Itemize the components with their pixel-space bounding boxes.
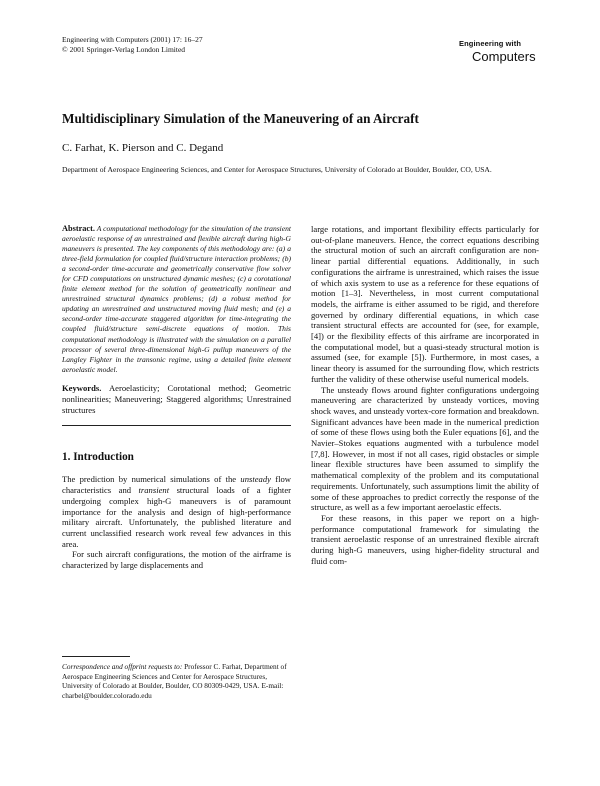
intro-paragraph-2: For such aircraft configurations, the motion of the airframe is characterized by large displacements and: [62, 549, 291, 571]
footnote-rule: [62, 656, 130, 657]
footnote-text: Professor C. Farhat, Department of Aerospace Engineering Sciences and Center for Aerospace Structures, University of Colorado at Boulder, Boulder, CO 80309-0429, USA. E-mail: charbel@boulder.colorado.edu: [62, 662, 287, 700]
article-authors: C. Farhat, K. Pierson and C. Degand: [62, 142, 224, 154]
right-paragraph-1: large rotations, and important flexibility effects particularly for out-of-plane maneuvers. Hence, the correct equations describing the structural motion of such an aircraft configuration are non-linear partial differential equations. Additionally, in such configurations the airframe is unrestrained, which raises the issue of which axis system to use as a reference for these equations of motion [1–3]. Nevertheless, in most current computational models, the airframe is either assumed to be rigid, and therefore governed by ordinary differential equations, in which case transient structural effects are accounted for (see, for example, [4]) or the flexibility effects of this airframe are incorporated in the computational model, but a quasi-steady structural motion is assumed (see, for example [5]). Furthermore, in most cases, a linear theory is assumed for the surrounding flow, which restricts further the validity of these otherwise useful numerical models.: [311, 224, 539, 384]
journal-citation: [62, 35, 203, 54]
intro-p1-emphasis-transient: transient: [138, 485, 170, 496]
journal-line-2: © 2001 Springer-Verlag London Limited: [62, 44, 186, 54]
right-paragraph-2: The unsteady flows around fighter configurations undergoing maneuvering are characterized by unsteady vortices, moving shock waves, and unsteady vortex-core formation and breakdown. Significant advances have been made in the numerical prediction of some of these flows using both the Euler equations [6], and the Navier–Stokes equations augmented with a turbulence model [7,8]. However, in most if not all cases, rigid obstacles or simple linear flexible structures have been assumed to simplify the mathematical complexity of the problem and its computational requirements. Unfortunately, such assumptions limit the ability of some of these approaches to predict correctly the response of the structure, as well as a few important aeroelastic effects.: [311, 384, 539, 513]
right-paragraph-3: For these reasons, in this paper we report on a high-performance computational framework for simulating the transient aeroelastic response of an unrestrained flexible aircraft during high-G maneuvers, using higher-fidelity structural and fluid com-: [311, 512, 539, 566]
keywords-label: Keywords.: [62, 382, 102, 393]
right-column: [311, 224, 539, 567]
section-divider: [62, 425, 291, 426]
intro-paragraph-1: [62, 474, 291, 549]
keywords-text: Aeroelasticity; Corotational method; Geometric nonlinearities; Maneuvering; Staggered algorithms; Unrestrained structures: [62, 382, 291, 415]
article-title: Multidisciplinary Simulation of the Maneuvering of an Aircraft: [62, 111, 419, 126]
intro-p1-text-a: The prediction by numerical simulations of the: [62, 474, 241, 485]
intro-p1-text-b: flow characteristics and: [62, 474, 292, 496]
footnote-lead: Correspondence and offprint requests to:: [62, 662, 183, 671]
intro-p1-text-c: structural loads of a fighter undergoing complex high-G maneuvers is of paramount importance for the analysis and design of high-performance military aircraft. Unfortunately, the published literature and current unclassified research work reveal few advances in this area.: [62, 485, 291, 549]
journal-logo-line-1: Engineering with: [459, 39, 522, 48]
author-affiliation: Department of Aerospace Engineering Sciences, and Center for Aerospace Structures, University of Colorado at Boulder, Boulder, CO, USA.: [62, 165, 492, 174]
left-column: [62, 224, 291, 571]
abstract-text: A computational methodology for the simulation of the transient aeroelastic response of an unrestrained and flexible aircraft during high-G maneuvers is presented. The key components of this methodology are: (a) a three-field formulation for coupled fluid/structure interaction problems; (b) a second-order time-accurate and geometrically conservative flow solver for CFD computations on unstructured dynamic meshes; (c) a corotational finite element method for the solution of geometrically nonlinear and unrestrained structural dynamics problems; (d) a robust method for updating an unrestrained and unstructured moving fluid mesh; and (e) a second-order time-accurate staggered algorithm for time-integrating the coupled fluid/structure semi-discrete equations of motion. This computational methodology is illustrated with the simulation on a parallel processor of several three-dimensional high-G pullup maneuvers of the Langley Fighter in the transonic regime, using a detailed finite element aeroelastic model.: [62, 224, 291, 374]
keywords: [62, 383, 291, 416]
intro-p1-emphasis-unsteady: unsteady: [240, 474, 271, 485]
abstract: [62, 224, 291, 375]
journal-logo-line-2: Computers: [472, 49, 536, 64]
correspondence-footnote: [62, 662, 291, 700]
abstract-label: Abstract.: [62, 224, 95, 233]
journal-logo: [459, 39, 539, 64]
journal-line-1: Engineering with Computers (2001) 17: 16–27: [62, 35, 203, 44]
section-heading-introduction: 1. Introduction: [62, 450, 134, 463]
